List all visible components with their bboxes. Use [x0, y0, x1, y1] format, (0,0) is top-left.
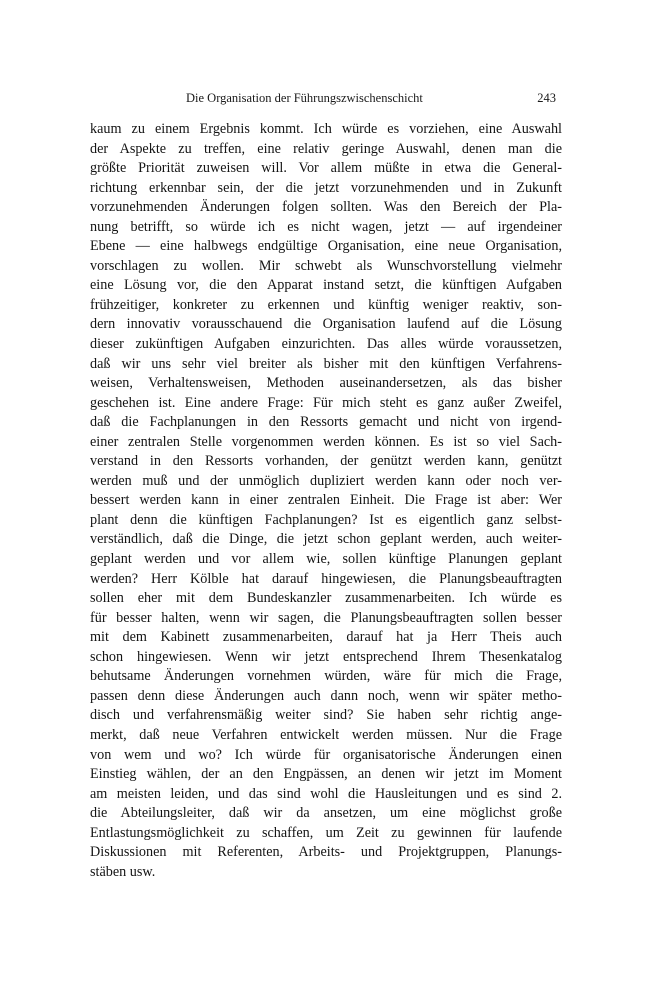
text-line: Entlastungsmöglichkeit zu schaffen, um Zeit zu gewinnen für laufende: [90, 824, 562, 841]
text-line: vorschlagen zu wollen. Mir schwebt als Wunschvorstellung vielmehr: [90, 257, 562, 274]
text-line: am meisten leiden, und das sind wohl die Hausleitungen und es sind 2.: [90, 785, 562, 802]
text-line: der Aspekte zu treffen, eine relativ geringe Auswahl, denen man die: [90, 140, 562, 157]
text-line: größte Priorität zuweisen will. Vor allem müßte in etwa die General-: [90, 160, 562, 177]
text-line: Einstieg wählen, der an den Engpässen, an denen wir jetzt im Moment: [90, 766, 562, 783]
text-line: mit dem Kabinett zusammenarbeiten, darauf hat ja Herr Theis auch: [90, 629, 562, 646]
running-title: Die Organisation der Führungszwischenschicht: [186, 91, 423, 105]
text-line: weisen, Verhaltensweisen, Methoden auseinandersetzen, als das bisher: [90, 375, 562, 392]
page-number: 243: [537, 91, 556, 105]
text-line: nung betrifft, so würde ich es nicht wagen, jetzt — auf irgendeiner: [90, 218, 562, 235]
text-line: stäben usw.: [90, 863, 156, 880]
text-line: die Abteilungsleiter, daß wir da ansetzen, um eine möglichst große: [90, 805, 562, 822]
text-line: plant denn die künftigen Fachplanungen? Ist es eigentlich ganz selbst-: [90, 511, 562, 528]
text-line: dieser zukünftigen Aufgaben einzurichten. Das alles würde voraussetzen,: [90, 336, 562, 353]
text-line: Diskussionen mit Referenten, Arbeits- und Projektgruppen, Planungs-: [90, 844, 562, 861]
text-line: werden? Herr Kölble hat darauf hingewiesen, die Planungsbeauftragten: [90, 570, 562, 587]
text-line: behutsame Änderungen vornehmen würden, wäre für mich die Frage,: [90, 668, 562, 685]
text-line: bessert werden kann in einer zentralen Einheit. Die Frage ist aber: Wer: [90, 492, 562, 509]
text-line: verständlich, daß die Dinge, die jetzt schon geplant werden, auch weiter-: [90, 531, 562, 548]
text-line: merkt, daß neue Verfahren entwickelt werden müssen. Nur die Frage: [90, 726, 562, 743]
text-line: schon hingewiesen. Wenn wir jetzt entsprechend Ihrem Thesenkatalog: [90, 648, 562, 665]
text-line: richtung erkennbar sein, der die jetzt vorzunehmenden und in Zukunft: [90, 179, 562, 196]
text-line: daß wir uns sehr viel breiter als bisher mit den künftigen Verfahrens-: [90, 355, 562, 372]
text-line: kaum zu einem Ergebnis kommt. Ich würde es vorziehen, eine Auswahl: [90, 121, 562, 137]
text-line: passen denn diese Änderungen auch dann noch, wenn wir später metho-: [90, 687, 562, 704]
text-line: disch und verfahrensmäßig weiter sind? Sie haben sehr richtig ange-: [90, 707, 562, 724]
text-line: daß die Fachplanungen in den Ressorts gemacht und nicht von irgend-: [90, 414, 562, 431]
text-line: vorzunehmenden Änderungen folgen sollten. Was den Bereich der Pla-: [90, 199, 562, 216]
text-line: verstand in den Ressorts vorhanden, der genützt werden kann, genützt: [90, 453, 562, 470]
text-line: geplant werden und vor allem wie, sollen künftige Planungen geplant: [90, 551, 562, 568]
text-line: Ebene — eine halbwegs endgültige Organisation, eine neue Organisation,: [90, 238, 562, 255]
running-header: [90, 91, 556, 109]
text-line: eine Lösung vor, die den Apparat instand setzt, die künftigen Aufgaben: [90, 277, 562, 294]
text-line: einer zentralen Stelle vorgenommen werden können. Es ist so viel Sach-: [90, 433, 562, 450]
text-line: werden muß und der unmöglich dupliziert werden kann oder noch ver-: [90, 472, 562, 489]
text-line: sollen eher mit dem Bundeskanzler zusammenarbeiten. Ich würde es: [90, 590, 562, 607]
text-line: frühzeitiger, konkreter zu erkennen und künftig weniger reaktiv, son-: [90, 296, 562, 313]
text-line: geschehen ist. Eine andere Frage: Für mich steht es ganz außer Zweifel,: [90, 394, 562, 411]
text-line: von wem und wo? Ich würde für organisatorische Änderungen einen: [90, 746, 562, 763]
text-line: dern innovativ vorausschauend die Organisation laufend auf die Lösung: [90, 316, 562, 333]
body-paragraph: [90, 120, 562, 882]
text-line: für besser halten, wenn wir sagen, die Planungsbeauftragten sollen besser: [90, 609, 562, 626]
